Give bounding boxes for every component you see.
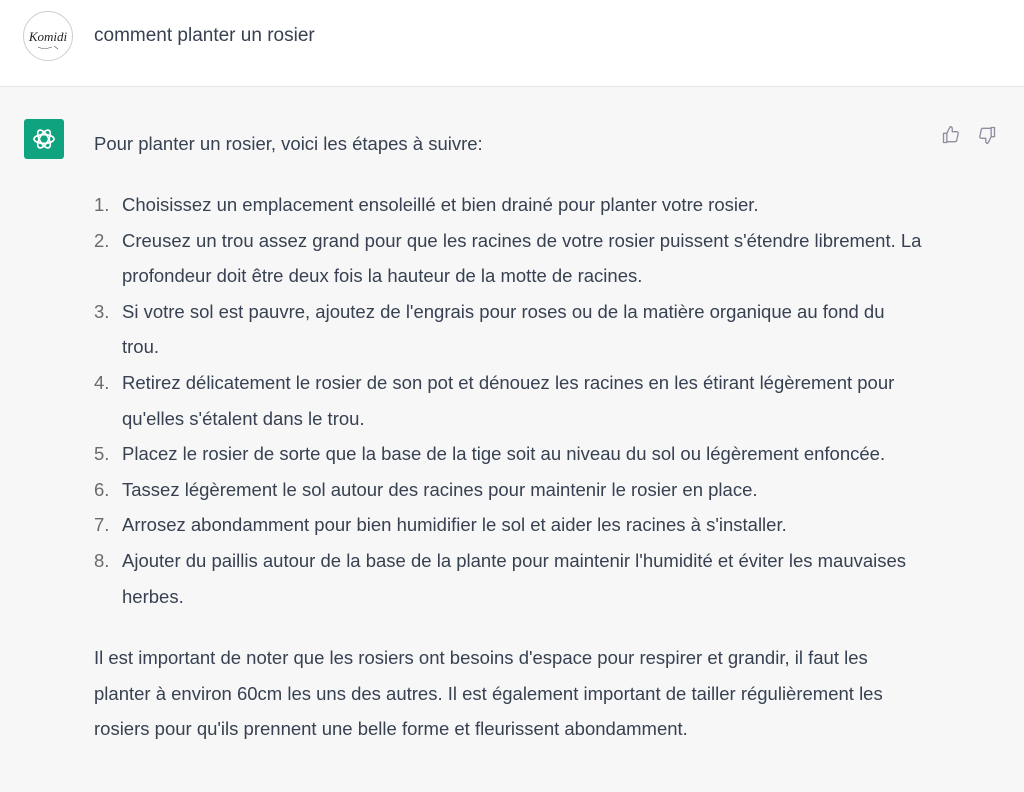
list-item	[94, 223, 922, 294]
user-message-text: comment planter un rosier	[94, 25, 315, 46]
assistant-intro: Pour planter un rosier, voici les étapes à suivre:	[94, 133, 483, 154]
list-item	[94, 294, 922, 365]
list-item	[94, 365, 922, 436]
thumbs-up-icon	[941, 125, 961, 145]
step-text: Placez le rosier de sorte que la base de la tige soit au niveau du sol ou légèrement enfoncée.	[122, 443, 886, 465]
thumbs-down-icon	[977, 125, 997, 145]
step-number: 4.	[94, 371, 110, 393]
komidi-logo-icon	[24, 12, 72, 60]
list-item	[94, 472, 922, 508]
step-text: Choisissez un emplacement ensoleillé et bien drainé pour planter votre rosier.	[122, 194, 759, 215]
step-number: 6.	[94, 478, 110, 500]
step-number: 3.	[94, 300, 110, 322]
list-item	[94, 436, 922, 472]
list-item	[94, 187, 922, 223]
user-message-row	[0, 0, 1024, 87]
step-number: 7.	[94, 514, 110, 536]
thumbs-up-button[interactable]	[940, 124, 962, 146]
steps-list	[94, 187, 924, 614]
step-text: Ajouter du paillis autour de la base de la plante pour maintenir l'humidité et éviter les mauvaises herbes.	[122, 549, 907, 607]
thumbs-down-button[interactable]	[976, 124, 998, 146]
list-item	[94, 543, 922, 614]
step-number: 8.	[94, 549, 110, 571]
step-number: 5.	[94, 443, 110, 465]
avatar-text: Komidi	[28, 29, 68, 44]
openai-logo-icon	[31, 126, 57, 152]
assistant-outro: Il est important de noter que les rosiers ont besoins d'espace pour respirer et grandir, il faut les planter à environ 60cm les uns des autres. Il est également important de tailler régulièrement les rosiers pour qu'ils prennent une belle forme et fleurissent abondamment.	[94, 647, 883, 740]
list-item	[94, 507, 922, 543]
step-text: Arrosez abondamment pour bien humidifier le sol et aider les racines à s'installer.	[122, 514, 787, 536]
step-text: Creusez un trou assez grand pour que les racines de votre rosier puissent s'étendre librement. La profondeur doit être deux fois la hauteur de la motte de racines.	[122, 229, 922, 287]
assistant-avatar	[24, 119, 64, 159]
user-avatar	[23, 11, 73, 61]
step-number: 1.	[94, 194, 110, 215]
step-number: 2.	[94, 229, 110, 251]
assistant-message-row	[0, 88, 1024, 792]
step-text: Tassez légèrement le sol autour des racines pour maintenir le rosier en place.	[122, 478, 758, 500]
step-text: Retirez délicatement le rosier de son pot et dénouez les racines en les étirant légèrement pour qu'elles s'étalent dans le trou.	[122, 371, 895, 429]
step-text: Si votre sol est pauvre, ajoutez de l'engrais pour roses ou de la matière organique au fond du trou.	[122, 300, 885, 358]
assistant-message-content	[94, 126, 924, 747]
